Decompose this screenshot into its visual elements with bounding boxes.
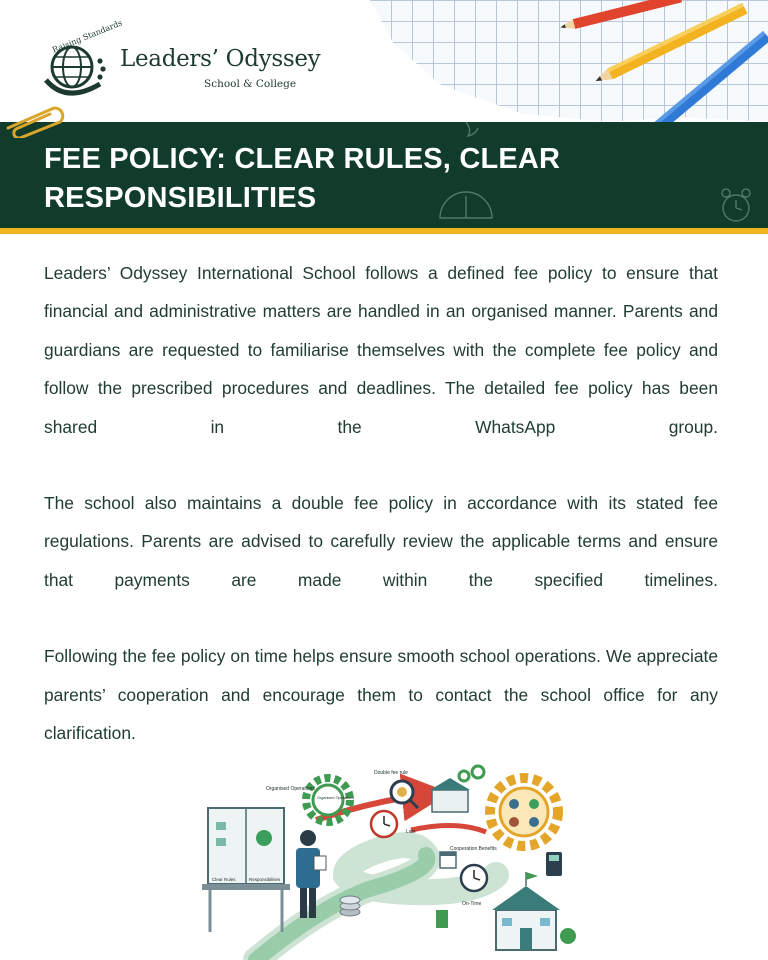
label-on-time: On-Time [462, 901, 482, 907]
label-cooperation-benefits: Cooperation Benefits [450, 846, 497, 852]
clear-rules-board-icon [202, 808, 290, 932]
organised-operations-gear-icon [306, 778, 350, 822]
label-responsibilities: Responsibilities [249, 877, 281, 882]
paragraph-double-fee: The school also maintains a double fee policy in accordance with its stated fee regulations. Parents are advised to carefully review the applicable terms and ensure that payments are made within the specified timelines. [44, 493, 718, 590]
payment-terminal-icon [546, 852, 562, 876]
pencils-icon [560, 0, 768, 140]
calendar-icon [440, 852, 456, 868]
label-clear-rules: Clear Rules [212, 877, 236, 882]
door-icon [436, 910, 448, 928]
title-banner [0, 122, 768, 234]
logo-subtitle: School & College [204, 78, 297, 90]
label-late: Late [406, 829, 416, 835]
paragraph-fee-policy: Leaders’ Odyssey International School follows a defined fee policy to ensure that financial and administrative matters are handled in an organised manner. Parents and guardians are requested to familiarise themselves with the complete fee policy and follow the prescribed procedures and deadlines. The detailed fee policy has been shared in the WhatsApp group. [44, 263, 718, 437]
tree-icon [560, 928, 576, 944]
late-clock-icon [371, 811, 397, 837]
label-double-fee-rule: Double fee rule [374, 770, 408, 776]
school-building-small-icon [430, 766, 484, 812]
page-title: FEE POLICY: CLEAR RULES, CLEAR RESPONSIBILITIES [44, 143, 561, 214]
school-logo [42, 18, 321, 104]
paper-clip-icon [2, 98, 72, 138]
doodle-decoration [430, 122, 768, 228]
paragraph-cooperation: Following the fee policy on time helps ensure smooth school operations. We appreciate parents’ cooperation and encourage them to contact the school office for any clarification. [44, 646, 718, 744]
on-time-clock-icon [461, 865, 487, 891]
gear-label: Organised Operations [317, 796, 355, 800]
coins-icon [340, 896, 360, 916]
cooperation-gear-icon [490, 778, 558, 846]
policy-body [44, 254, 718, 790]
fee-policy-illustration [196, 760, 576, 960]
label-organised-operations: Organised Operations [266, 786, 315, 792]
logo-school-name: Leaders’ Odyssey [120, 46, 321, 72]
magnifier-icon [391, 781, 418, 808]
logo-tagline: Raising Standards [51, 18, 124, 55]
